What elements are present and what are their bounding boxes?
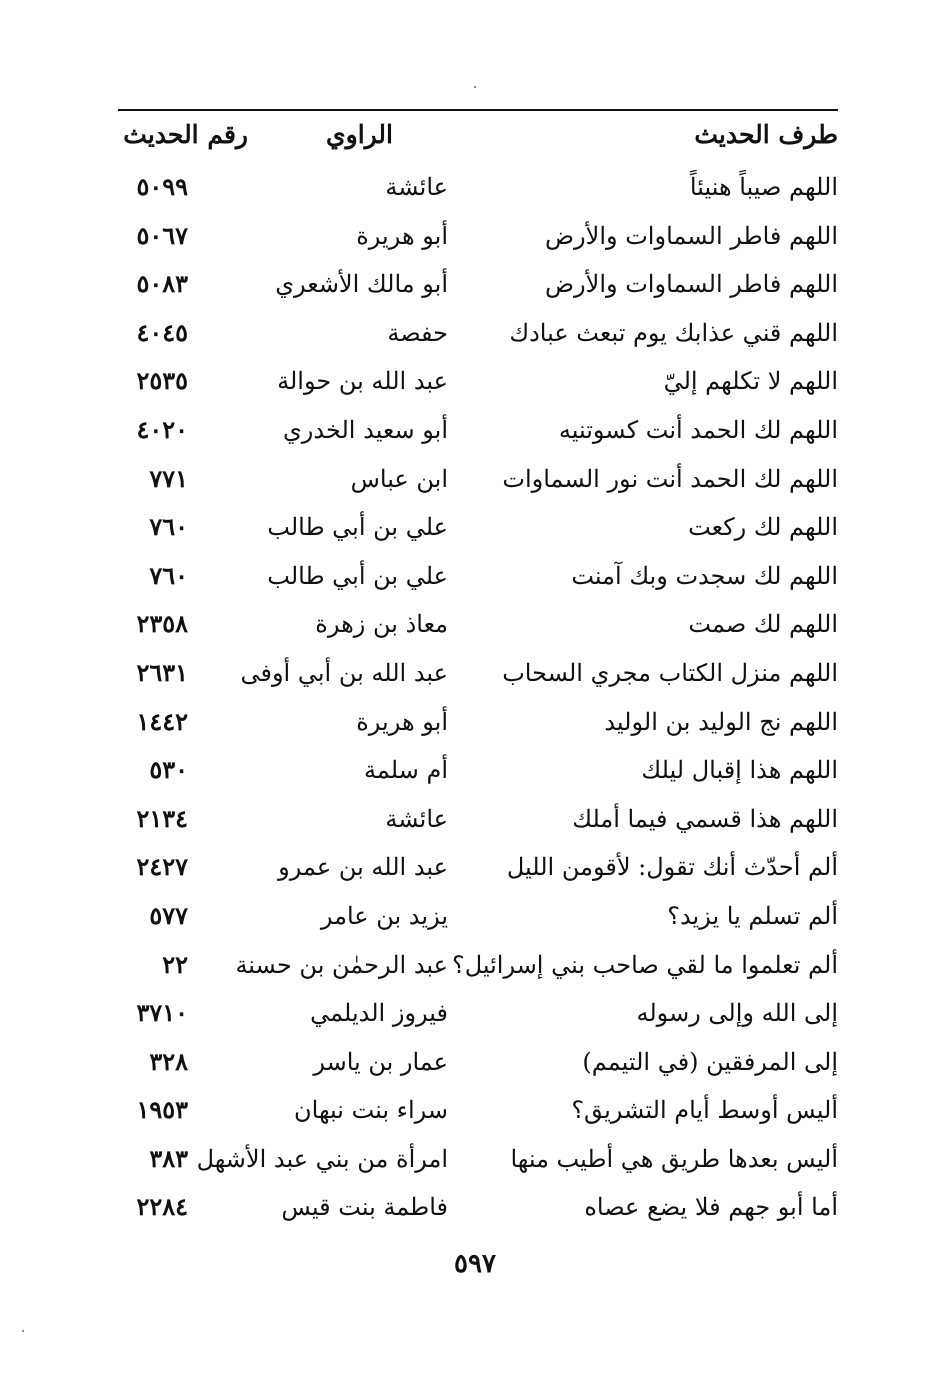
hadith-cell: إلى المرفقين (في التيمم) bbox=[582, 1047, 838, 1076]
hadith-number-cell: ٥٠٨٣ bbox=[136, 269, 188, 299]
narrator-cell: امرأة من بني عبد الأشهل bbox=[196, 1144, 448, 1173]
table-row bbox=[118, 503, 838, 552]
hadith-number-cell: ٥٣٠ bbox=[149, 755, 188, 785]
hadith-cell: اللهم صيباً هنيئاً bbox=[689, 173, 838, 201]
table-row bbox=[118, 795, 838, 844]
hadith-number-cell: ٢٤٢٧ bbox=[136, 852, 188, 882]
hadith-cell: اللهم لك ركعت bbox=[688, 513, 838, 542]
hadith-cell: اللهم منزل الكتاب مجري السحاب bbox=[502, 658, 838, 687]
table-row bbox=[118, 698, 838, 747]
table-row bbox=[118, 892, 838, 941]
hadith-cell: أليس أوسط أيام التشريق؟ bbox=[571, 1096, 838, 1125]
narrator-cell: معاذ بن زهرة bbox=[315, 610, 448, 639]
narrator-cell: سراء بنت نبهان bbox=[294, 1096, 448, 1125]
header-rule bbox=[118, 109, 838, 111]
table-row bbox=[118, 649, 838, 698]
table-row bbox=[118, 163, 838, 212]
hadith-cell: ألم تعلموا ما لقي صاحب بني إسرائيل؟ bbox=[451, 950, 838, 979]
table-row bbox=[118, 941, 838, 990]
narrator-cell: عبد الله بن أبي أوفى bbox=[240, 658, 448, 687]
column-header-hadith: طرف الحديث bbox=[694, 120, 838, 149]
hadith-cell: اللهم لا تكلهم إليّ bbox=[663, 367, 838, 396]
table-row bbox=[118, 406, 838, 455]
hadith-cell: اللهم لك الحمد أنت نور السماوات bbox=[502, 464, 838, 493]
scan-speck bbox=[474, 86, 476, 88]
table-row bbox=[118, 309, 838, 358]
narrator-cell: فيروز الديلمي bbox=[310, 999, 448, 1028]
narrator-cell: أبو هريرة bbox=[356, 707, 448, 736]
table-row bbox=[118, 455, 838, 504]
hadith-cell: إلى الله وإلى رسوله bbox=[636, 999, 838, 1028]
narrator-cell: عبد الله بن عمرو bbox=[278, 853, 448, 882]
page-number: ٥٩٧ bbox=[454, 1249, 496, 1279]
hadith-cell: اللهم فاطر السماوات والأرض bbox=[545, 270, 838, 299]
hadith-number-cell: ٥٠٦٧ bbox=[136, 220, 188, 250]
hadith-number-cell: ٧٧١ bbox=[149, 463, 188, 493]
hadith-cell: اللهم فاطر السماوات والأرض bbox=[545, 221, 838, 250]
table-row bbox=[118, 746, 838, 795]
narrator-cell: عبد الرحمٰن بن حسنة bbox=[235, 950, 448, 979]
hadith-number-cell: ٢٢ bbox=[162, 949, 188, 979]
narrator-cell: عائشة bbox=[385, 173, 448, 201]
narrator-cell: فاطمة بنت قيس bbox=[281, 1193, 448, 1222]
hadith-number-cell: ٧٦٠ bbox=[149, 560, 188, 590]
table-row bbox=[118, 357, 838, 406]
hadith-number-cell: ٢٢٨٤ bbox=[136, 1192, 188, 1222]
table-row bbox=[118, 1183, 838, 1232]
scan-speck bbox=[22, 1330, 24, 1332]
hadith-number-cell: ٥٠٩٩ bbox=[136, 172, 188, 201]
table-row bbox=[118, 1135, 838, 1184]
hadith-number-cell: ٢٥٣٥ bbox=[136, 366, 188, 396]
hadith-number-cell: ٣٢٨ bbox=[149, 1046, 188, 1076]
narrator-cell: علي بن أبي طالب bbox=[267, 561, 448, 590]
column-header-narrator: الراوي bbox=[326, 120, 393, 149]
narrator-cell: عبد الله بن حوالة bbox=[277, 367, 448, 396]
narrator-cell: عمار بن ياسر bbox=[313, 1047, 448, 1076]
hadith-number-cell: ١٤٤٢ bbox=[136, 706, 188, 736]
hadith-cell: اللهم نج الوليد بن الوليد bbox=[604, 707, 838, 736]
narrator-cell: ابن عباس bbox=[350, 464, 448, 493]
hadith-cell: اللهم لك صمت bbox=[688, 610, 838, 639]
table-row bbox=[118, 1038, 838, 1087]
table-header bbox=[118, 112, 838, 158]
hadith-cell: أما أبو جهم فلا يضع عصاه bbox=[584, 1193, 838, 1222]
table-row bbox=[118, 260, 838, 309]
hadith-number-cell: ٣٧١٠ bbox=[136, 998, 188, 1028]
hadith-cell: اللهم هذا إقبال ليلك bbox=[641, 756, 838, 785]
narrator-cell: أبو هريرة bbox=[356, 221, 448, 250]
hadith-cell: اللهم قني عذابك يوم تبعث عبادك bbox=[509, 318, 838, 347]
narrator-cell: علي بن أبي طالب bbox=[267, 513, 448, 542]
hadith-cell: اللهم لك سجدت وبك آمنت bbox=[571, 561, 838, 590]
table-row bbox=[118, 989, 838, 1038]
hadith-number-cell: ٤٠٤٥ bbox=[136, 317, 188, 347]
hadith-number-cell: ١٩٥٣ bbox=[136, 1095, 188, 1125]
table-row bbox=[118, 212, 838, 261]
hadith-number-cell: ٧٦٠ bbox=[149, 512, 188, 542]
hadith-number-cell: ٣٨٣ bbox=[149, 1143, 188, 1173]
column-header-number: رقم الحديث bbox=[123, 120, 248, 149]
narrator-cell: أم سلمة bbox=[364, 756, 448, 785]
narrator-cell: يزيد بن عامر bbox=[320, 901, 448, 930]
table-row bbox=[118, 600, 838, 649]
hadith-index-table bbox=[118, 163, 838, 1232]
hadith-cell: ألم أحدّث أنك تقول: لأقومن الليل bbox=[506, 853, 838, 882]
hadith-number-cell: ٢١٣٤ bbox=[136, 803, 188, 833]
hadith-cell: ألم تسلم يا يزيد؟ bbox=[667, 901, 838, 930]
table-row bbox=[118, 843, 838, 892]
table-row bbox=[118, 552, 838, 601]
hadith-cell: أليس بعدها طريق هي أطيب منها bbox=[510, 1144, 838, 1173]
table-row bbox=[118, 1086, 838, 1135]
narrator-cell: أبو مالك الأشعري bbox=[275, 270, 448, 299]
narrator-cell: أبو سعيد الخدري bbox=[283, 415, 448, 444]
hadith-number-cell: ٤٠٢٠ bbox=[136, 414, 188, 444]
narrator-cell: حفصة bbox=[387, 318, 448, 347]
hadith-cell: اللهم لك الحمد أنت كسوتنيه bbox=[558, 415, 838, 444]
hadith-number-cell: ٢٦٣١ bbox=[136, 657, 188, 687]
hadith-number-cell: ٢٣٥٨ bbox=[136, 609, 188, 639]
hadith-number-cell: ٥٧٧ bbox=[149, 900, 188, 930]
hadith-cell: اللهم هذا قسمي فيما أملك bbox=[572, 804, 838, 833]
narrator-cell: عائشة bbox=[385, 804, 448, 833]
